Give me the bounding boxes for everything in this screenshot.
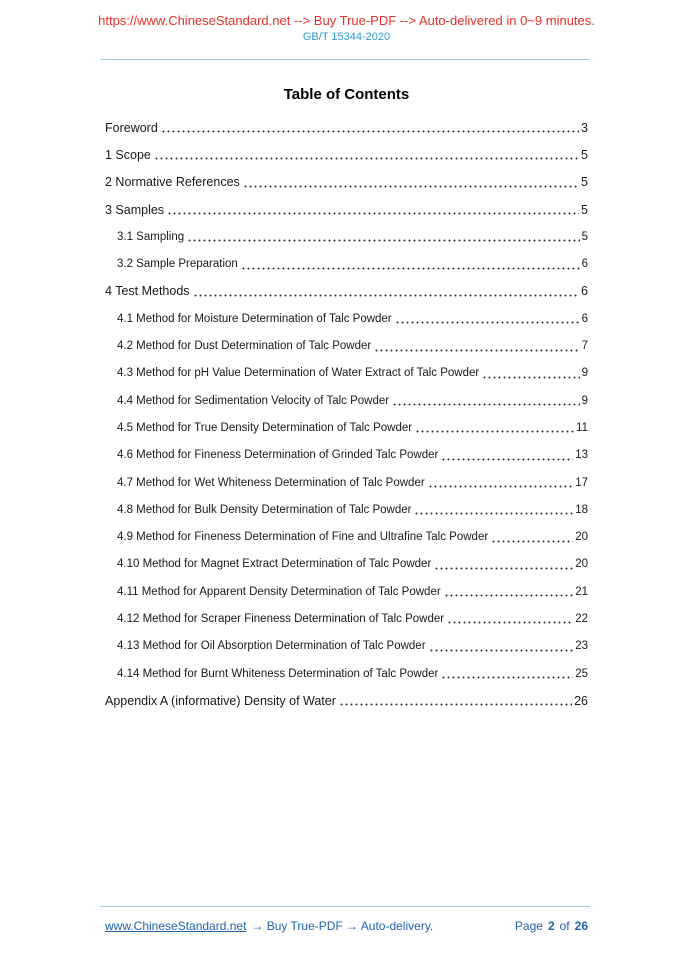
toc-entry — [105, 633, 588, 660]
header-promo-text: https://www.ChineseStandard.net --> Buy True-PDF --> Auto-delivered in 0~9 minutes. — [98, 13, 595, 28]
toc-entry-page: 25 — [575, 667, 588, 680]
page-title: Table of Contents — [283, 86, 410, 103]
toc-entry — [105, 551, 588, 578]
toc-dot-leader — [434, 567, 573, 570]
toc-entry — [105, 360, 588, 387]
toc-entry-label: 4.11 Method for Apparent Density Determination of Talc Powder — [117, 585, 441, 598]
toc-entry-page: 21 — [575, 585, 588, 598]
toc-entry-label: 4.9 Method for Fineness Determination of Fine and Ultrafine Talc Powder — [117, 531, 489, 544]
toc-entry-label: 4.3 Method for pH Value Determination of Water Extract of Talc Powder — [117, 367, 480, 380]
toc-entry-label: 4 Test Methods — [105, 284, 190, 299]
toc-entry-label: 4.6 Method for Fineness Determination of Grinded Talc Powder — [117, 449, 439, 462]
toc-entry — [105, 687, 588, 714]
toc-entry-page: 3 — [581, 120, 588, 135]
toc-entry — [105, 605, 588, 632]
page-indicator — [515, 917, 588, 935]
toc-entry-label: 4.7 Method for Wet Whiteness Determination of Talc Powder — [117, 476, 425, 489]
toc-entry-page: 5 — [581, 175, 588, 190]
toc-entry-page: 5 — [581, 147, 588, 162]
toc-entry-label: 4.5 Method for True Density Determination of Talc Powder — [117, 421, 413, 434]
toc-entry — [105, 223, 588, 250]
toc-entry — [105, 442, 588, 469]
footer — [105, 917, 588, 935]
toc-dot-leader — [339, 703, 572, 706]
toc-entry — [105, 387, 588, 414]
toc-entry — [105, 469, 588, 496]
toc-entry-page: 5 — [581, 230, 588, 243]
toc-entry-label: Foreword — [105, 120, 158, 135]
toc-dot-leader — [241, 267, 580, 270]
toc-dot-leader — [395, 321, 580, 324]
toc-dot-leader — [167, 212, 579, 215]
toc-entry — [105, 169, 588, 196]
toc-entry — [105, 250, 588, 277]
toc-entry-page: 13 — [575, 449, 588, 462]
footer-promo-text: → Buy True-PDF → Auto-delivery. — [251, 919, 434, 933]
toc-entry-page: 18 — [575, 503, 588, 516]
toc-entry-label: 4.2 Method for Dust Determination of Talc Powder — [117, 340, 372, 353]
toc-entry-page: 6 — [581, 284, 588, 299]
toc-entry-label: 1 Scope — [105, 147, 151, 162]
header-divider — [100, 59, 590, 60]
toc-entry-page: 26 — [574, 693, 588, 708]
toc-entry-page: 5 — [581, 202, 588, 217]
toc-entry-page: 6 — [581, 258, 588, 271]
toc-dot-leader — [441, 676, 573, 679]
toc-entry-label: 4.13 Method for Oil Absorption Determination of Talc Powder — [117, 640, 426, 653]
toc-entry — [105, 278, 588, 305]
toc-dot-leader — [428, 485, 574, 488]
toc-entry-page: 11 — [576, 421, 588, 434]
toc-dot-leader — [187, 239, 579, 242]
toc-entry — [105, 523, 588, 550]
of-label: of — [559, 919, 570, 933]
toc-entry-label: 4.8 Method for Bulk Density Determination of Talc Powder — [117, 503, 412, 516]
toc-dot-leader — [243, 185, 579, 188]
total-page-number: 26 — [574, 919, 588, 933]
toc-entry-page: 17 — [575, 476, 588, 489]
toc-entry — [105, 414, 588, 441]
footer-site-link[interactable]: www.ChineseStandard.net — [105, 919, 247, 933]
toc-entry-label: 2 Normative References — [105, 175, 240, 190]
footer-divider — [100, 906, 590, 907]
toc-dot-leader — [441, 458, 573, 461]
toc-entry — [105, 141, 588, 168]
toc-entry-label: Appendix A (informative) Density of Water — [105, 693, 336, 708]
toc-dot-leader — [374, 349, 579, 352]
current-page-number: 2 — [547, 919, 555, 933]
toc-entry-page: 22 — [575, 612, 588, 625]
toc-entry-label: 3.2 Sample Preparation — [117, 258, 238, 271]
toc-entry — [105, 196, 588, 223]
toc-entry-label: 3 Samples — [105, 202, 165, 217]
toc-entry — [105, 332, 588, 359]
toc-entry-label: 3.1 Sampling — [117, 230, 185, 243]
footer-promo — [105, 917, 433, 935]
toc-dot-leader — [447, 621, 573, 624]
toc-entry — [105, 305, 588, 332]
toc-dot-leader — [161, 130, 579, 133]
toc-dot-leader — [193, 294, 580, 297]
toc-list — [105, 114, 588, 715]
toc-entry-page: 6 — [581, 312, 588, 325]
page-label: Page — [514, 919, 543, 933]
toc-entry-label: 4.1 Method for Moisture Determination of Talc Powder — [117, 312, 392, 325]
document-code: GB/T 15344-2020 — [302, 31, 391, 43]
toc-entry — [105, 578, 588, 605]
toc-entry — [105, 114, 588, 141]
toc-entry — [105, 496, 588, 523]
toc-entry-page: 20 — [575, 558, 588, 571]
toc-dot-leader — [154, 157, 579, 160]
toc-entry-label: 4.12 Method for Scraper Fineness Determination of Talc Powder — [117, 612, 445, 625]
toc-entry-page: 9 — [581, 367, 588, 380]
toc-dot-leader — [414, 512, 573, 515]
toc-entry-page: 20 — [575, 531, 588, 544]
toc-entry-page: 9 — [581, 394, 588, 407]
toc-entry-label: 4.14 Method for Burnt Whiteness Determination of Talc Powder — [117, 667, 439, 680]
toc-dot-leader — [491, 540, 573, 543]
toc-entry-page: 7 — [581, 340, 588, 353]
toc-dot-leader — [429, 649, 574, 652]
toc-entry-label: 4.10 Method for Magnet Extract Determination of Talc Powder — [117, 558, 432, 571]
toc-dot-leader — [482, 376, 579, 379]
toc-entry — [105, 660, 588, 687]
toc-entry-label: 4.4 Method for Sedimentation Velocity of Talc Powder — [117, 394, 390, 407]
toc-dot-leader — [444, 594, 574, 597]
toc-entry-page: 23 — [575, 640, 588, 653]
toc-dot-leader — [415, 430, 574, 433]
toc-dot-leader — [392, 403, 579, 406]
